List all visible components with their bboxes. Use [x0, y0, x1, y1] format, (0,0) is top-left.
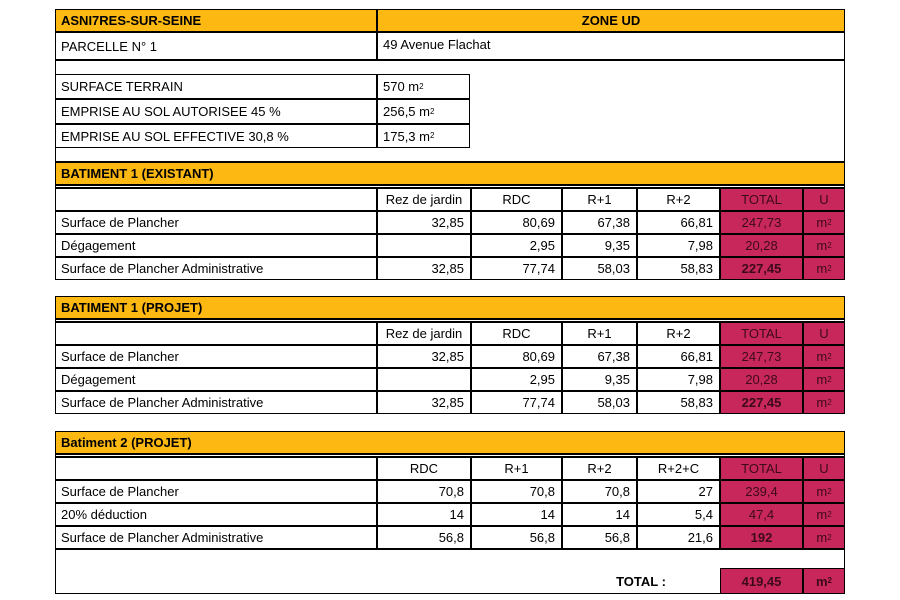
row-value: 14: [377, 503, 471, 526]
column-header: U: [803, 457, 845, 480]
column-header: Rez de jardin: [377, 188, 471, 211]
row-value: 7,98: [637, 234, 720, 257]
site-value: 175,3 m 2: [377, 124, 470, 148]
zone-title: ZONE UD: [377, 9, 845, 32]
row-label: Surface de Plancher Administrative: [55, 526, 377, 549]
row-total: 247,73: [720, 211, 803, 234]
row-unit: m 2: [803, 503, 845, 526]
row-label: Surface de Plancher: [55, 480, 377, 503]
row-value: 67,38: [562, 211, 637, 234]
address-value: 49 Avenue Flachat: [377, 32, 845, 60]
row-value: 77,74: [471, 257, 562, 280]
column-header: Rez de jardin: [377, 322, 471, 345]
column-header: TOTAL: [720, 188, 803, 211]
column-header: R+1: [562, 188, 637, 211]
column-header: R+1: [562, 322, 637, 345]
site-label: SURFACE TERRAIN: [55, 74, 377, 99]
row-total: 47,4: [720, 503, 803, 526]
column-header: R+2: [562, 457, 637, 480]
row-value: 58,83: [637, 257, 720, 280]
column-header: U: [803, 188, 845, 211]
column-header: RDC: [471, 322, 562, 345]
row-total: 227,45: [720, 391, 803, 414]
row-value: 70,8: [377, 480, 471, 503]
row-value: 32,85: [377, 257, 471, 280]
row-label: Surface de Plancher: [55, 345, 377, 368]
row-unit: m 2: [803, 391, 845, 414]
row-value: 56,8: [471, 526, 562, 549]
row-value: 5,4: [637, 503, 720, 526]
row-value: 7,98: [637, 368, 720, 391]
header-blank: [55, 188, 377, 211]
header-blank: [55, 457, 377, 480]
row-value: 21,6: [637, 526, 720, 549]
column-header: R+2: [637, 322, 720, 345]
row-value: 2,95: [471, 234, 562, 257]
site-label: EMPRISE AU SOL AUTORISEE 45 %: [55, 99, 377, 124]
city-title: ASNI7RES-SUR-SEINE: [55, 9, 377, 32]
row-value: 67,38: [562, 345, 637, 368]
row-value: 56,8: [562, 526, 637, 549]
row-value: 70,8: [471, 480, 562, 503]
column-header: U: [803, 322, 845, 345]
section-title: BATIMENT 1 (EXISTANT): [55, 162, 845, 185]
row-value: [377, 234, 471, 257]
row-unit: m 2: [803, 211, 845, 234]
row-value: 58,03: [562, 257, 637, 280]
row-total: 247,73: [720, 345, 803, 368]
row-value: [377, 368, 471, 391]
column-header: R+2+C: [637, 457, 720, 480]
site-value: 256,5 m 2: [377, 99, 470, 124]
row-value: 27: [637, 480, 720, 503]
row-value: 77,74: [471, 391, 562, 414]
site-label: EMPRISE AU SOL EFFECTIVE 30,8 %: [55, 124, 377, 148]
column-header: R+1: [471, 457, 562, 480]
column-header: TOTAL: [720, 322, 803, 345]
row-value: 14: [471, 503, 562, 526]
row-total: 192: [720, 526, 803, 549]
row-value: 9,35: [562, 368, 637, 391]
row-label: Surface de Plancher Administrative: [55, 257, 377, 280]
section-title: BATIMENT 1 (PROJET): [55, 296, 845, 319]
row-label: Surface de Plancher: [55, 211, 377, 234]
row-value: 2,95: [471, 368, 562, 391]
column-header: TOTAL: [720, 457, 803, 480]
row-value: 80,69: [471, 211, 562, 234]
row-value: 32,85: [377, 391, 471, 414]
row-unit: m 2: [803, 526, 845, 549]
grand-total-unit: m 2: [803, 568, 845, 594]
site-value: 570 m 2: [377, 74, 470, 99]
row-value: 32,85: [377, 345, 471, 368]
row-unit: m 2: [803, 480, 845, 503]
row-label: 20% déduction: [55, 503, 377, 526]
grand-total-label: TOTAL :: [616, 573, 666, 589]
row-total: 20,28: [720, 234, 803, 257]
row-value: 80,69: [471, 345, 562, 368]
parcel-label: PARCELLE N° 1: [55, 32, 377, 60]
header-blank: [55, 322, 377, 345]
row-label: Surface de Plancher Administrative: [55, 391, 377, 414]
section-title: Batiment 2 (PROJET): [55, 431, 845, 454]
row-value: 32,85: [377, 211, 471, 234]
row-value: 9,35: [562, 234, 637, 257]
row-value: 14: [562, 503, 637, 526]
row-total: 20,28: [720, 368, 803, 391]
row-label: Dégagement: [55, 368, 377, 391]
grand-total-value: 419,45: [720, 568, 803, 594]
row-value: 66,81: [637, 211, 720, 234]
row-value: 58,03: [562, 391, 637, 414]
row-total: 227,45: [720, 257, 803, 280]
row-unit: m 2: [803, 345, 845, 368]
column-header: RDC: [377, 457, 471, 480]
row-total: 239,4: [720, 480, 803, 503]
row-value: 58,83: [637, 391, 720, 414]
column-header: R+2: [637, 188, 720, 211]
column-header: RDC: [471, 188, 562, 211]
row-value: 70,8: [562, 480, 637, 503]
row-unit: m 2: [803, 368, 845, 391]
row-unit: m 2: [803, 234, 845, 257]
row-unit: m 2: [803, 257, 845, 280]
row-value: 56,8: [377, 526, 471, 549]
row-value: 66,81: [637, 345, 720, 368]
row-label: Dégagement: [55, 234, 377, 257]
